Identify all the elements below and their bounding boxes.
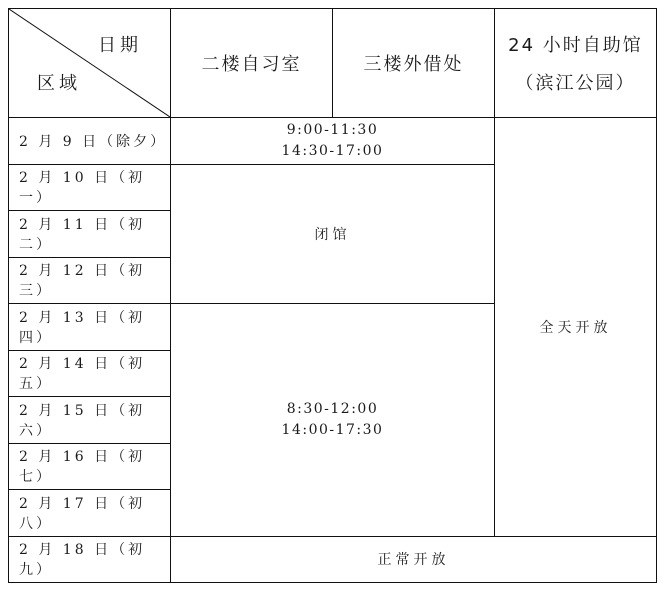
date-cell: 2 月 11 日（初二） [9, 211, 171, 258]
hours-morning: 9:00-11:30 [286, 121, 379, 138]
self-service-title: 24 小时自助馆 [508, 35, 643, 56]
table-row [9, 536, 657, 583]
date-cell: 2 月 14 日（初五） [9, 350, 171, 397]
date-cell: 2 月 12 日（初三） [9, 257, 171, 304]
date-cell: 2 月 13 日（初四） [9, 304, 171, 351]
diagonal-divider [9, 9, 170, 117]
date-cell: 2 月 10 日（初一） [9, 164, 171, 211]
column-header-lending-desk: 三楼外借处 [333, 9, 495, 118]
area-axis-label: 区域 [37, 73, 81, 94]
hours-afternoon: 14:30-17:00 [281, 142, 384, 159]
closed-cell: 闭馆 [171, 164, 495, 304]
all-day-open-cell: 全天开放 [495, 118, 657, 537]
date-cell: 2 月 15 日（初六） [9, 397, 171, 444]
header-row [9, 9, 657, 118]
column-header-self-service [495, 9, 657, 118]
date-cell: 2 月 16 日（初七） [9, 443, 171, 490]
hours-cell-eve [171, 118, 495, 165]
hours-morning: 8:30-12:00 [286, 400, 379, 417]
corner-header-cell [9, 9, 171, 118]
column-header-study-room: 二楼自习室 [171, 9, 333, 118]
schedule-table [8, 8, 657, 583]
self-service-location: （滨江公园） [515, 73, 636, 94]
date-cell: 2 月 9 日（除夕） [9, 118, 171, 165]
date-cell: 2 月 18 日（初九） [9, 536, 171, 583]
hours-afternoon: 14:00-17:30 [281, 421, 384, 438]
hours-cell-later [171, 304, 495, 537]
date-cell: 2 月 17 日（初八） [9, 490, 171, 537]
table-row [9, 118, 657, 165]
date-axis-label: 日期 [98, 35, 142, 56]
normal-open-cell: 正常开放 [171, 536, 657, 583]
